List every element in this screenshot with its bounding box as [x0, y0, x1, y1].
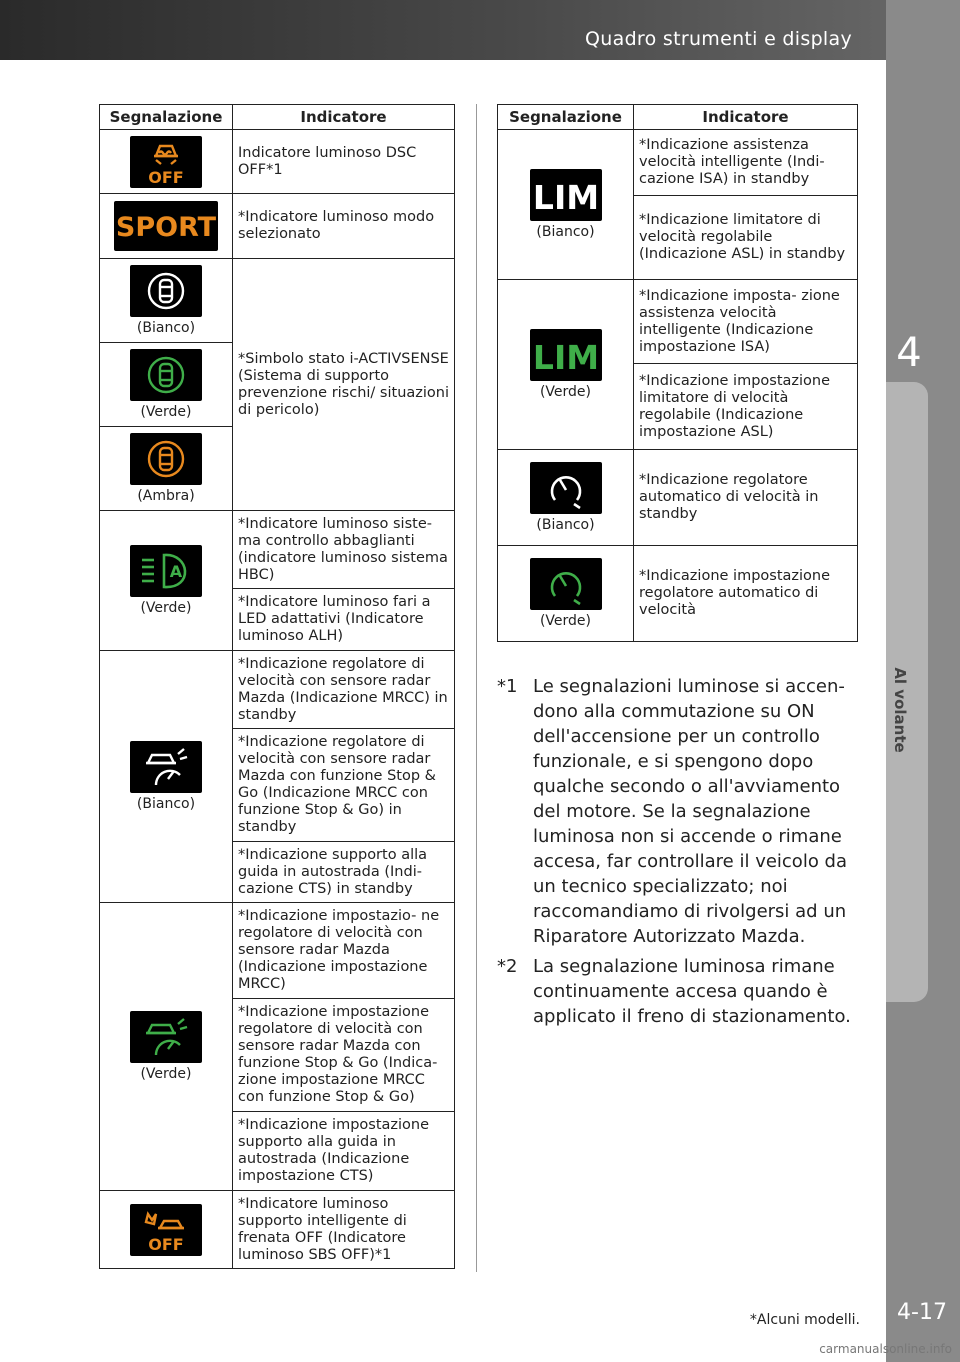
svg-text:SPORT: SPORT: [115, 212, 217, 243]
col-header-indicator: Indicatore: [233, 105, 455, 130]
svg-text:OFF: OFF: [148, 167, 184, 187]
section-label: Al volante: [891, 667, 909, 753]
color-label: (Bianco): [536, 223, 595, 240]
chapter-number: 4: [896, 330, 922, 376]
watermark: carmanualsonline.info: [819, 1342, 952, 1356]
svg-text:OFF: OFF: [148, 1234, 184, 1254]
isa-set-desc: *Indicazione imposta- zione assistenza velocità intelligente (Indicazione impostazione ISA): [634, 280, 858, 364]
col-header-indicator: Indicatore: [634, 105, 858, 130]
mrcc-white-icon: [130, 741, 202, 793]
lim-white-icon: [530, 169, 602, 221]
note-mark: *2: [497, 956, 518, 977]
cts-standby-desc: *Indicazione supporto alla guida in autostrada (Indi- cazione CTS) in standby: [233, 842, 455, 903]
i-activsense-amber-icon: [130, 433, 202, 485]
page-number: 4-17: [897, 1300, 947, 1325]
cruise-green-icon: [530, 558, 602, 610]
sbs-off-desc: *Indicatore luminoso supporto intelligente di frenata OFF (Indicatore luminoso SBS OFF)*1: [233, 1191, 455, 1269]
column-divider: [476, 104, 477, 1272]
i-activsense-white-icon: [130, 265, 202, 317]
note-text: Le segnalazioni luminose si accen- dono alla commutazione su ON dell'accensione per un controllo funzionale, e si spengono dopo qualche secondo o all'avviamento del motore. Se la segnalazione luminosa non si accende o rimane accesa, far controllare il veicolo da un tecnico specializzato; noi raccomandiamo di rivolgersi ad un Riparatore Autorizzato Mazda.: [533, 676, 848, 947]
mrcc-green-icon: [130, 1011, 202, 1063]
sport-desc: *Indicatore luminoso modo selezionato: [233, 194, 455, 259]
hbc-desc: *Indicatore luminoso siste- ma controllo abbaglianti (indicatore luminoso sistema HBC): [233, 511, 455, 589]
note-mark: *1: [497, 676, 518, 697]
section-label-wrap: [880, 667, 920, 753]
models-footnote: *Alcuni modelli.: [749, 1312, 860, 1328]
color-label: (Verde): [140, 403, 192, 420]
dsc-off-icon: [130, 136, 202, 188]
mrcc-stopgo-standby-desc: *Indicazione regolatore di velocità con sensore radar Mazda con funzione Stop & Go (Indicazione MRCC con funzione Stop & Go) in standby: [233, 729, 455, 842]
color-label: (Verde): [539, 612, 592, 629]
mrcc-standby-desc: *Indicazione regolatore di velocità con sensore radar Mazda (Indicazione MRCC) in standby: [233, 651, 455, 729]
color-label: (Ambra): [137, 487, 195, 504]
note-text: La segnalazione luminosa rimane continuamente accesa quando è applicato il freno di stazionamento.: [533, 956, 851, 1027]
isa-standby-desc: *Indicazione assistenza velocità intelligente (Indi- cazione ISA) in standby: [634, 130, 858, 196]
sport-icon: [114, 201, 218, 251]
header-title: Quadro strumenti e display: [585, 28, 852, 50]
cruise-set-desc: *Indicazione impostazione regolatore automatico di velocità: [634, 546, 858, 642]
lim-text: LIM: [532, 177, 599, 217]
color-label: (Verde): [140, 599, 192, 616]
svg-text:A: A: [169, 561, 183, 581]
mrcc-stopgo-set-desc: *Indicazione impostazione regolatore di velocità con sensore radar Mazda con funzione Stop & Go (Indica- zione impostazione MRCC con funzione Stop & Go): [233, 999, 455, 1112]
note-2: [487, 954, 867, 1029]
asl-standby-desc: *Indicazione limitatore di velocità regolabile (Indicazione ASL) in standby: [634, 196, 858, 280]
lim-text: LIM: [532, 337, 599, 377]
lim-green-icon: [530, 329, 602, 381]
warning-table-left: [99, 104, 455, 1269]
alh-desc: *Indicatore luminoso fari a LED adattativi (Indicatore luminoso ALH): [233, 589, 455, 651]
asl-set-desc: *Indicazione impostazione limitatore di velocità regolabile (Indicazione impostazione ASL): [634, 364, 858, 450]
col-header-signal: Segnalazione: [100, 105, 233, 130]
color-label: (Bianco): [536, 516, 595, 533]
sbs-off-icon: [130, 1204, 202, 1256]
footnotes: [487, 674, 867, 1034]
i-activsense-desc: *Simbolo stato i-ACTIVSENSE (Sistema di supporto prevenzione rischi/ situazioni di pericolo): [233, 259, 455, 511]
warning-table-right: [497, 104, 858, 642]
cruise-white-icon: [530, 462, 602, 514]
col-header-signal: Segnalazione: [498, 105, 634, 130]
hbc-icon: [130, 545, 202, 597]
dsc-off-desc: Indicatore luminoso DSC OFF*1: [233, 130, 455, 194]
i-activsense-green-icon: [130, 349, 202, 401]
note-1: [487, 674, 867, 949]
cts-set-desc: *Indicazione impostazione supporto alla guida in autostrada (Indicazione impostazione CTS): [233, 1112, 455, 1191]
mrcc-set-desc: *Indicazione impostazio- ne regolatore di velocità con sensore radar Mazda (Indicazione impostazione MRCC): [233, 903, 455, 999]
color-label: (Bianco): [136, 319, 196, 336]
cruise-standby-desc: *Indicazione regolatore automatico di velocità in standby: [634, 450, 858, 546]
color-label: (Verde): [140, 1065, 192, 1082]
color-label: (Verde): [539, 383, 592, 400]
color-label: (Bianco): [136, 795, 196, 812]
